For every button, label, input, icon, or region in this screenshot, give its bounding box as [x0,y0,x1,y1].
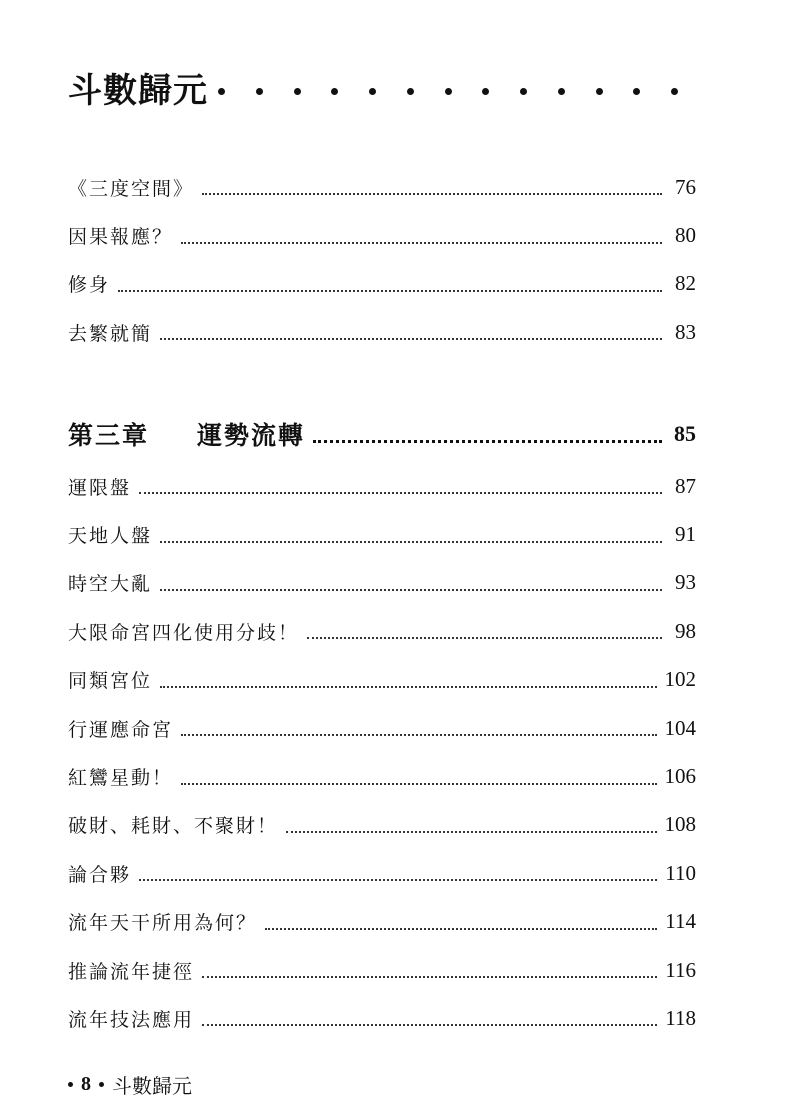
toc-entry-title: 同類宮位 [68,670,153,693]
chapter-title: 運勢流轉 [197,421,306,450]
running-header [68,66,678,116]
chapter-number: 第三章 [68,421,150,450]
dot-leader [160,686,656,688]
toc-chapter-heading[interactable] [68,406,696,462]
dot-leader [160,541,662,543]
toc-entry[interactable] [68,163,696,211]
header-dot [596,88,603,95]
toc-entry-page: 110 [665,860,696,885]
footer-bullet [99,1082,104,1087]
toc-entry-page: 104 [664,715,696,740]
toc-entry[interactable] [68,849,696,897]
toc-entry-title: 行運應命宮 [68,718,174,741]
dot-leader [181,734,656,736]
header-dot [218,88,225,95]
toc-entry[interactable] [68,946,696,994]
toc-entry-title: 大限命宮四化使用分歧！ [68,621,300,644]
chapter-page: 85 [674,421,696,446]
header-dot [369,88,376,95]
toc-entry-title: 流年天干所用為何？ [68,912,258,935]
footer-page-number: 8 [81,1073,91,1095]
toc-entry-title: 去繁就簡 [68,322,153,345]
toc-entry-page: 87 [675,473,696,498]
toc-entry[interactable] [68,559,696,607]
footer-book-title: 斗數歸元 [112,1074,192,1098]
toc-entry-page: 116 [665,957,696,982]
dot-leader [307,637,662,639]
toc-entry-title: 修身 [68,274,111,297]
toc-entry-title: 破財、耗財、不聚財！ [68,815,279,838]
dot-leader [181,242,662,244]
toc-entry[interactable] [68,211,696,259]
dot-leader [313,440,662,443]
dot-leader [286,831,656,833]
dot-leader [160,338,662,340]
toc-entry[interactable] [68,260,696,308]
toc-entry-page: 83 [675,319,696,344]
toc-chapter-3 [68,406,696,1043]
toc-entry-title: 紅鸞星動！ [68,767,174,790]
dot-leader [139,492,662,494]
toc-entry[interactable] [68,607,696,655]
header-dot [671,88,678,95]
toc-entry-page: 82 [675,271,696,296]
dot-leader [181,783,656,785]
header-dot [256,88,263,95]
toc-entry-page: 114 [665,909,696,934]
toc-entry[interactable] [68,752,696,800]
toc-entry-page: 106 [664,764,696,789]
dot-leader [139,879,657,881]
toc-entry-title: 推論流年捷徑 [68,960,195,983]
toc-entry-title: 因果報應？ [68,226,174,249]
header-book-title: 斗數歸元 [68,71,208,111]
header-dot [294,88,301,95]
toc-entry-page: 80 [675,223,696,248]
toc-entry-page: 118 [665,1005,696,1030]
footer-bullet [68,1082,73,1087]
dot-leader [202,976,657,978]
header-dot [520,88,527,95]
toc-entry[interactable] [68,308,696,356]
header-dot [445,88,452,95]
header-dot [331,88,338,95]
toc-entry-title: 天地人盤 [68,525,153,548]
dot-leader [118,290,662,292]
page-footer [68,1070,192,1099]
toc-entry[interactable] [68,704,696,752]
header-dot [633,88,640,95]
toc-entry[interactable] [68,994,696,1042]
toc-entry-title: 流年技法應用 [68,1008,195,1031]
dot-leader [202,1024,657,1026]
header-dot [482,88,489,95]
toc-entry-title: 《三度空間》 [68,177,195,200]
toc-entry-title: 運限盤 [68,476,132,499]
chapter-heading [68,416,305,452]
toc-entry[interactable] [68,898,696,946]
header-dot-leader [218,66,678,116]
toc-entry-title: 論合夥 [68,863,132,886]
dot-leader [265,928,657,930]
header-dot [407,88,414,95]
toc-entry[interactable] [68,801,696,849]
dot-leader [202,193,662,195]
dot-leader [160,589,662,591]
toc-entry[interactable] [68,462,696,510]
toc-entry[interactable] [68,510,696,558]
toc-entry-page: 91 [675,522,696,547]
toc-section-continued [68,163,696,357]
toc-entry-title: 時空大亂 [68,573,153,596]
header-dot [558,88,565,95]
toc-entry[interactable] [68,656,696,704]
toc-entry-page: 76 [675,174,696,199]
toc-entry-page: 98 [675,618,696,643]
toc-entry-page: 102 [664,667,696,692]
toc-entry-page: 93 [675,570,696,595]
toc-entry-page: 108 [664,812,696,837]
